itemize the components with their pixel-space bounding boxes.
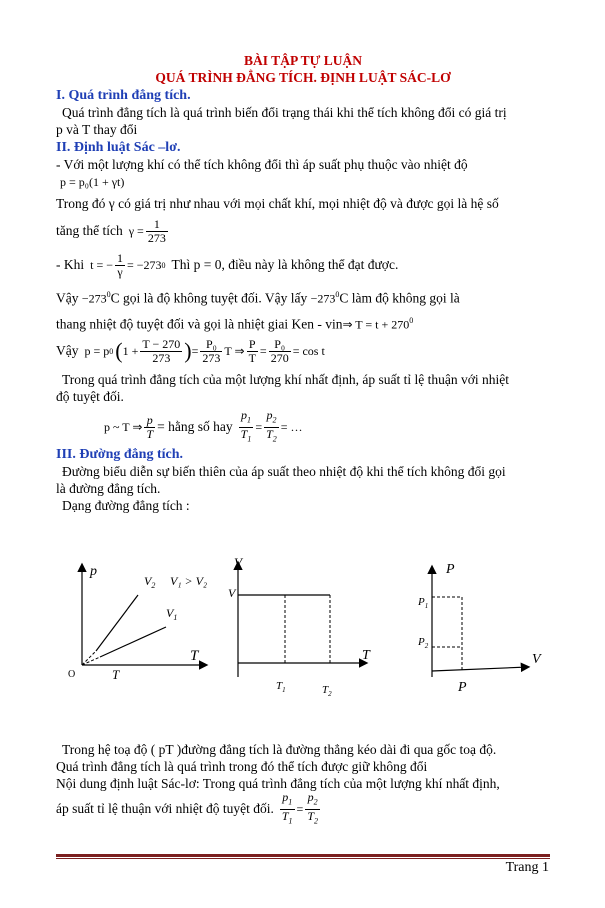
graph1-label-T-bottom: T <box>112 667 120 682</box>
relation-text-2: độ tuyệt đối. <box>56 389 124 404</box>
graph2-label-T1: $T_1$ <box>276 680 286 694</box>
graph1-label-T: T <box>190 648 199 664</box>
proportional-formula: p ~ T ⇒ $\frac{p}{T}$ = hằng số hay $\frac{p_1}{T_1}$ = $\frac{p_2}{T_2}$ = … <box>104 408 303 443</box>
graph2-label-V: V <box>234 555 242 570</box>
bottom-section <box>56 741 550 826</box>
section-1-heading: I. Quá trình đẳng tích. <box>56 88 191 103</box>
sec3-text2: là đường đẳng tích. <box>56 481 161 496</box>
formula-1: p = p₀(1 + γt) <box>60 175 125 189</box>
graph1-label-v1: $V_1$ <box>166 606 178 622</box>
sec1-text1: Quá trình đẳng tích là quá trình biến đổi trạng thái khi thể tích không đổi có giá trị <box>62 105 507 120</box>
khi-line: - Khi t = − $\frac{1}{\gamma}$ = −273 0 Thì p = 0, điều này là không thể đạt được. <box>56 250 399 279</box>
diagrams-svg <box>66 555 556 705</box>
graph3-label-P2: $P_2$ <box>418 636 429 650</box>
footer-divider-thick <box>56 854 550 857</box>
graph3-label-V: V <box>532 652 541 667</box>
graph1-dash-v1 <box>82 657 100 665</box>
vay-formula: Vậy p = p 0 ( 1 + $\frac{T - 270}{273}$ ) = $\frac{\text{P₀}}{273}$ T ⇒ $\frac{P}{T}$ = $\frac{\text{P₀}}{270}$ = cos t <box>56 336 325 365</box>
sec3-text1: Đường biểu diễn sự biến thiên của áp suất theo nhiệt độ khi thể tích không đổi gọi <box>62 464 506 479</box>
graph-V-T <box>228 555 371 698</box>
bottom-line-2: Quá trình đẳng tích là quá trình trong đó thể tích được giữ không đổi <box>56 759 428 774</box>
graph3-label-P-bottom: P <box>458 680 467 695</box>
sec1-text2: p và T thay đổi <box>56 122 138 137</box>
fraction-1-273: $\frac{1}{273}$ <box>147 216 166 245</box>
sec2-text2: Trong đó γ có giá trị như nhau với mọi chất khí, mọi nhiệt độ và được gọi là hệ số <box>56 196 499 211</box>
graph1-origin: O <box>68 669 76 680</box>
footer-divider-thin <box>56 858 550 859</box>
isochoric-diagrams <box>66 555 556 705</box>
page-content <box>56 52 550 514</box>
title-line-2: QUÁ TRÌNH ĐẲNG TÍCH. ĐỊNH LUẬT SÁC-LƠ <box>155 70 451 85</box>
graph2-label-T2: $T_2$ <box>322 684 332 698</box>
bottom-line-3: Nội dung định luật Sác-lơ: Trong quá trình đẳng tích của một lượng khí nhất định, <box>56 776 500 791</box>
section-3-heading: III. Đường đẳng tích. <box>56 447 184 462</box>
vay-line-2: thang nhiệt độ tuyệt đối và gọi là nhiệt giai Ken - vin⇒ $T = t + 270^0$ <box>56 315 414 331</box>
graph1-dash-v2 <box>82 651 96 665</box>
vay-line-1: Vậy $-273^0C$ gọi là độ không tuyệt đối. Vậy lấy $-273^0C$ làm độ không gọi là <box>56 290 460 306</box>
bottom-line-1: Trong hệ toạ độ ( pT )đường đẳng tích là đường thẳng kéo dài đi qua gốc toạ độ. <box>62 742 497 757</box>
graph1-label-v2: $V_2$ <box>144 574 156 590</box>
relation-text: Trong quá trình đẳng tích của một lượng khí nhất định, áp suất tỉ lệ thuận với nhiệt <box>62 372 510 387</box>
graph1-condition: V₁ > V₂ <box>170 574 208 588</box>
graph-p-T <box>68 564 207 682</box>
title-line-1: BÀI TẬP TỰ LUẬN <box>244 53 362 68</box>
section-2-heading: II. Định luật Sác –lơ. <box>56 140 181 155</box>
graph-P-V <box>417 562 542 695</box>
graph2-label-V-level: V <box>228 586 236 600</box>
graph3-V-axis <box>432 667 528 671</box>
bottom-line-4: áp suất tỉ lệ thuận với nhiệt độ tuyệt đối. $\frac{p_1}{T_1}$ = $\frac{p_2}{T_2}$ <box>56 790 319 825</box>
sec2-text1: - Với một lượng khí có thể tích không đổi thì áp suất phụ thuộc vào nhiệt độ <box>56 157 468 172</box>
sec3-text3: Dạng đường đẳng tích : <box>62 498 190 513</box>
graph3-label-P: P <box>446 562 455 577</box>
graph2-label-T: T <box>362 648 370 663</box>
graph3-label-P1: $P_1$ <box>418 596 429 610</box>
graph1-label-p: p <box>90 564 97 579</box>
page-number: Trang 1 <box>505 860 549 875</box>
gamma-definition: tăng thể tích γ = $\frac{1}{273}$ <box>56 216 166 245</box>
